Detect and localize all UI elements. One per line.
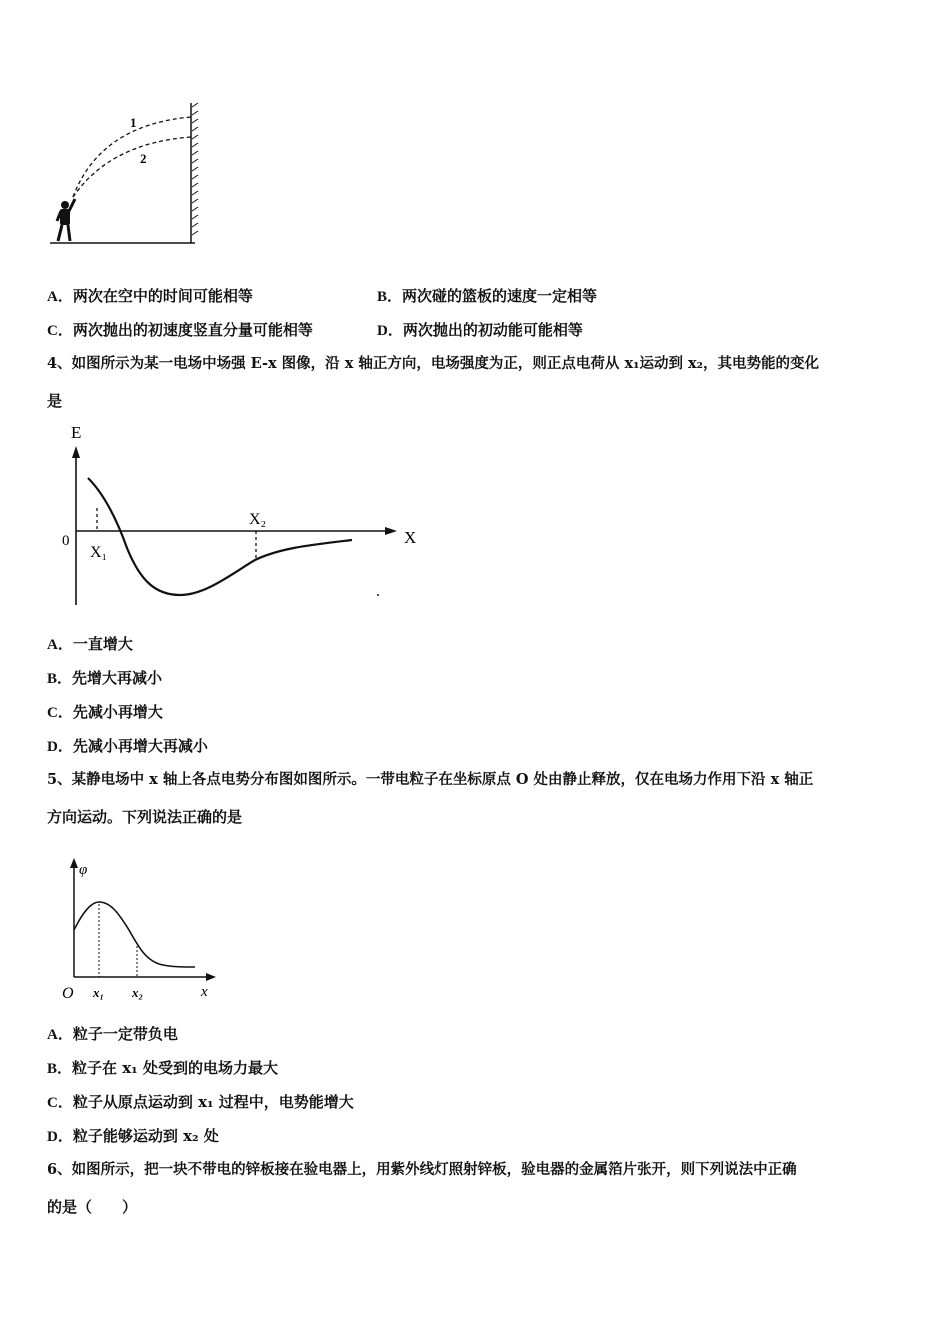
q3-option-a[interactable]: A．两次在空中的时间可能相等 <box>47 287 253 305</box>
q4-option-a[interactable]: A．一直增大 <box>47 635 133 653</box>
q4-option-c[interactable]: C．先减小再增大 <box>47 703 163 721</box>
q5-option-b[interactable]: B．粒子在 x₁ 处受到的电场力最大 <box>47 1059 278 1077</box>
stray-dot <box>377 594 379 596</box>
q4-stem-line2: 是 <box>47 392 63 410</box>
q5-stem-line1: 5、某静电场中 x 轴上各点电势分布图如图所示。一带电粒子在坐标原点 O 处由静止释放，仅在电场力作用下沿 x 轴正 <box>47 771 814 788</box>
q5-option-a[interactable]: A．粒子一定带负电 <box>47 1025 178 1043</box>
q5-option-d[interactable]: D．粒子能够运动到 x₂ 处 <box>47 1127 219 1145</box>
x-axis-label: X <box>404 528 417 547</box>
x-axis-arrow <box>385 527 397 535</box>
q5-option-c[interactable]: C．粒子从原点运动到 x₁ 过程中，电势能增大 <box>47 1093 354 1111</box>
q5-stem-line2: 方向运动。下列说法正确的是 <box>47 808 243 826</box>
q4-figure <box>55 420 425 615</box>
path-label-1: 1 <box>130 115 137 130</box>
path-label-2: 2 <box>140 151 147 166</box>
phi-axis-label: φ <box>79 862 88 878</box>
x-axis-arrow <box>206 973 216 981</box>
q3-option-c[interactable]: C．两次抛出的初速度竖直分量可能相等 <box>47 321 313 339</box>
x2-label: x₂ <box>132 985 144 1000</box>
q4-option-d[interactable]: D．先减小再增大再减小 <box>47 737 208 755</box>
x1-label: X₁ <box>90 544 108 561</box>
q6-stem-line2: 的是（ ） <box>47 1198 138 1216</box>
wall-hatching <box>192 103 198 235</box>
e-axis-arrow <box>72 446 80 458</box>
origin-label: O <box>62 985 74 1002</box>
player-figure <box>57 199 75 241</box>
x2-label: X₂ <box>249 511 267 528</box>
q3-option-d[interactable]: D．两次抛出的初动能可能相等 <box>377 321 583 339</box>
x1-label: x₁ <box>93 985 105 1000</box>
q5-figure <box>55 850 225 1005</box>
trajectory-2 <box>73 137 191 197</box>
x-axis-label: x <box>201 984 208 1000</box>
q3-option-b[interactable]: B．两次碰的篮板的速度一定相等 <box>377 287 598 305</box>
q4-option-b[interactable]: B．先增大再减小 <box>47 669 163 687</box>
e-axis-label: E <box>71 423 82 442</box>
e-curve <box>88 478 352 595</box>
origin-label: 0 <box>62 533 70 549</box>
phi-curve <box>74 902 195 967</box>
q4-stem-line1: 4、如图所示为某一电场中场强 E-x 图像，沿 x 轴正方向，电场强度为正，则正点电荷从 x₁运动到 x₂，其电势能的变化 <box>47 355 819 372</box>
phi-axis-arrow <box>70 858 78 868</box>
q6-stem-line1: 6、如图所示，把一块不带电的锌板接在验电器上，用紫外线灯照射锌板，验电器的金属箔片张开，则下列说法中正确 <box>47 1161 797 1178</box>
q3-figure <box>45 95 215 255</box>
